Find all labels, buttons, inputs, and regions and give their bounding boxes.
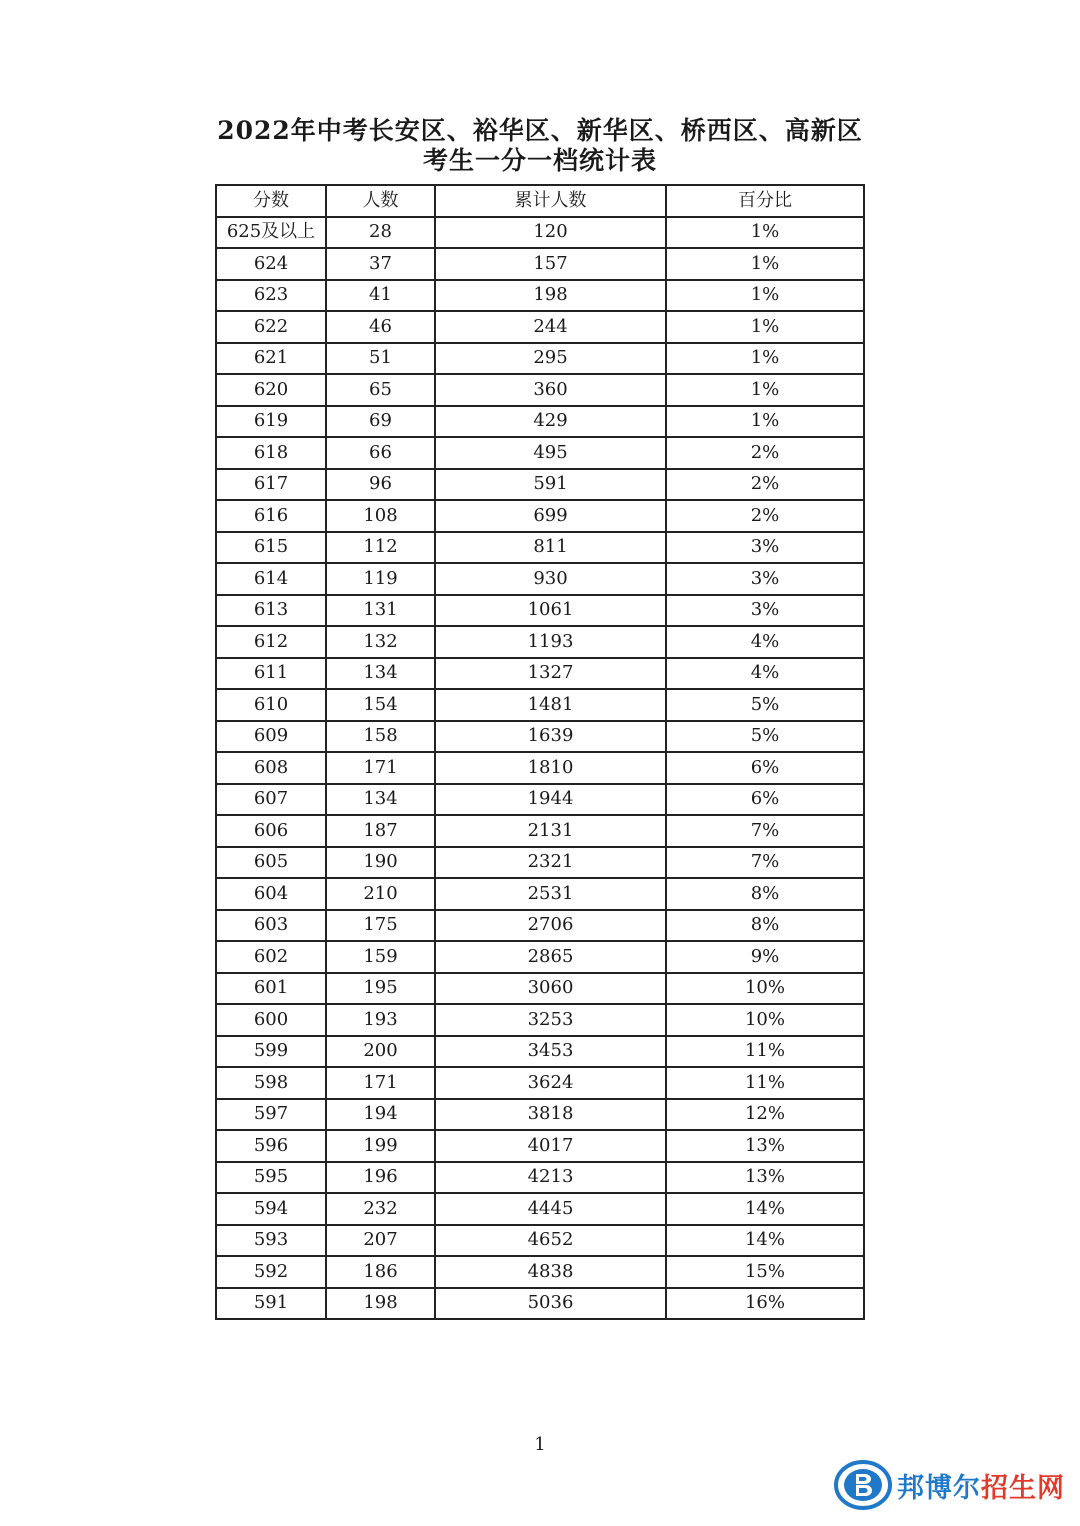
- cell-count: 65: [326, 374, 435, 406]
- cell-percent: 1%: [666, 374, 864, 406]
- cell-score: 593: [216, 1225, 326, 1257]
- table-row: [216, 1256, 864, 1288]
- table-row: [216, 689, 864, 721]
- cell-cumulative: 2706: [435, 910, 666, 942]
- cell-cumulative: 4017: [435, 1130, 666, 1162]
- table-row: [216, 1036, 864, 1068]
- cell-count: 158: [326, 721, 435, 753]
- cell-cumulative: 429: [435, 406, 666, 438]
- cell-count: 196: [326, 1162, 435, 1194]
- cell-score: 595: [216, 1162, 326, 1194]
- watermark: [833, 1458, 1073, 1512]
- cell-percent: 10%: [666, 1004, 864, 1036]
- cell-cumulative: 4652: [435, 1225, 666, 1257]
- cell-percent: 4%: [666, 658, 864, 690]
- cell-percent: 3%: [666, 532, 864, 564]
- cell-cumulative: 2131: [435, 815, 666, 847]
- table-row: [216, 374, 864, 406]
- cell-count: 195: [326, 973, 435, 1005]
- cell-count: 112: [326, 532, 435, 564]
- cell-score: 622: [216, 311, 326, 343]
- cell-percent: 2%: [666, 437, 864, 469]
- cell-cumulative: 120: [435, 217, 666, 249]
- cell-percent: 12%: [666, 1099, 864, 1131]
- watermark-logo-icon: [833, 1458, 893, 1512]
- cell-percent: 1%: [666, 280, 864, 312]
- page-number: 1: [534, 1434, 546, 1455]
- cell-cumulative: 495: [435, 437, 666, 469]
- cell-count: 96: [326, 469, 435, 501]
- cell-percent: 15%: [666, 1256, 864, 1288]
- cell-percent: 3%: [666, 563, 864, 595]
- cell-score: 621: [216, 343, 326, 375]
- cell-percent: 13%: [666, 1130, 864, 1162]
- table-row: [216, 973, 864, 1005]
- cell-cumulative: 4445: [435, 1193, 666, 1225]
- table-row: [216, 1225, 864, 1257]
- table-row: [216, 752, 864, 784]
- cell-count: 154: [326, 689, 435, 721]
- cell-percent: 6%: [666, 784, 864, 816]
- cell-cumulative: 244: [435, 311, 666, 343]
- cell-percent: 6%: [666, 752, 864, 784]
- cell-score: 597: [216, 1099, 326, 1131]
- cell-cumulative: 930: [435, 563, 666, 595]
- cell-score: 624: [216, 248, 326, 280]
- cell-count: 199: [326, 1130, 435, 1162]
- cell-percent: 3%: [666, 595, 864, 627]
- cell-count: 51: [326, 343, 435, 375]
- cell-cumulative: 3818: [435, 1099, 666, 1131]
- table-row: [216, 721, 864, 753]
- cell-count: 66: [326, 437, 435, 469]
- table-row: [216, 784, 864, 816]
- cell-cumulative: 295: [435, 343, 666, 375]
- cell-percent: 8%: [666, 910, 864, 942]
- cell-cumulative: 1810: [435, 752, 666, 784]
- table-row: [216, 815, 864, 847]
- document-title-line-2: 考生一分一档统计表: [422, 146, 657, 175]
- cell-percent: 9%: [666, 941, 864, 973]
- table-row: [216, 595, 864, 627]
- cell-score: 604: [216, 878, 326, 910]
- table-row: [216, 626, 864, 658]
- cell-score: 594: [216, 1193, 326, 1225]
- cell-score: 602: [216, 941, 326, 973]
- cell-score: 614: [216, 563, 326, 595]
- table-header-row: [216, 185, 864, 217]
- table-row: [216, 878, 864, 910]
- cell-cumulative: 3253: [435, 1004, 666, 1036]
- cell-score: 616: [216, 500, 326, 532]
- cell-count: 46: [326, 311, 435, 343]
- cell-score: 608: [216, 752, 326, 784]
- cell-score: 611: [216, 658, 326, 690]
- cell-score: 615: [216, 532, 326, 564]
- table-row: [216, 311, 864, 343]
- cell-score: 603: [216, 910, 326, 942]
- cell-percent: 10%: [666, 973, 864, 1005]
- cell-cumulative: 1639: [435, 721, 666, 753]
- cell-cumulative: 1944: [435, 784, 666, 816]
- cell-cumulative: 1481: [435, 689, 666, 721]
- cell-score: 599: [216, 1036, 326, 1068]
- cell-cumulative: 699: [435, 500, 666, 532]
- cell-cumulative: 1193: [435, 626, 666, 658]
- table-row: [216, 563, 864, 595]
- cell-count: 119: [326, 563, 435, 595]
- cell-score: 607: [216, 784, 326, 816]
- cell-cumulative: 3060: [435, 973, 666, 1005]
- cell-count: 159: [326, 941, 435, 973]
- cell-score: 609: [216, 721, 326, 753]
- cell-score: 605: [216, 847, 326, 879]
- cell-count: 175: [326, 910, 435, 942]
- cell-percent: 11%: [666, 1067, 864, 1099]
- cell-count: 132: [326, 626, 435, 658]
- cell-percent: 5%: [666, 721, 864, 753]
- cell-count: 134: [326, 658, 435, 690]
- table-row: [216, 248, 864, 280]
- cell-cumulative: 2531: [435, 878, 666, 910]
- cell-cumulative: 157: [435, 248, 666, 280]
- cell-score: 598: [216, 1067, 326, 1099]
- cell-score: 625及以上: [216, 217, 326, 249]
- table-row: [216, 500, 864, 532]
- cell-score: 601: [216, 973, 326, 1005]
- cell-cumulative: 4838: [435, 1256, 666, 1288]
- table-row: [216, 1099, 864, 1131]
- table-row: [216, 847, 864, 879]
- cell-count: 28: [326, 217, 435, 249]
- cell-score: 613: [216, 595, 326, 627]
- cell-percent: 7%: [666, 847, 864, 879]
- table-row: [216, 469, 864, 501]
- cell-count: 198: [326, 1288, 435, 1320]
- cell-percent: 16%: [666, 1288, 864, 1320]
- cell-percent: 8%: [666, 878, 864, 910]
- table-row: [216, 1193, 864, 1225]
- cell-count: 200: [326, 1036, 435, 1068]
- header-count: 人数: [326, 185, 435, 217]
- table-row: [216, 658, 864, 690]
- cell-percent: 11%: [666, 1036, 864, 1068]
- cell-count: 207: [326, 1225, 435, 1257]
- table-row: [216, 532, 864, 564]
- cell-score: 596: [216, 1130, 326, 1162]
- score-distribution-table: [215, 184, 865, 1320]
- table-row: [216, 1004, 864, 1036]
- cell-cumulative: 811: [435, 532, 666, 564]
- cell-count: 171: [326, 752, 435, 784]
- cell-count: 108: [326, 500, 435, 532]
- cell-percent: 4%: [666, 626, 864, 658]
- cell-score: 619: [216, 406, 326, 438]
- cell-count: 232: [326, 1193, 435, 1225]
- cell-percent: 1%: [666, 217, 864, 249]
- cell-count: 134: [326, 784, 435, 816]
- cell-score: 591: [216, 1288, 326, 1320]
- cell-count: 194: [326, 1099, 435, 1131]
- cell-percent: 7%: [666, 815, 864, 847]
- cell-cumulative: 198: [435, 280, 666, 312]
- cell-cumulative: 3624: [435, 1067, 666, 1099]
- cell-count: 193: [326, 1004, 435, 1036]
- cell-cumulative: 1061: [435, 595, 666, 627]
- cell-cumulative: 5036: [435, 1288, 666, 1320]
- cell-cumulative: 3453: [435, 1036, 666, 1068]
- cell-cumulative: 1327: [435, 658, 666, 690]
- cell-percent: 1%: [666, 343, 864, 375]
- header-score: 分数: [216, 185, 326, 217]
- cell-percent: 1%: [666, 248, 864, 280]
- cell-cumulative: 360: [435, 374, 666, 406]
- cell-score: 592: [216, 1256, 326, 1288]
- watermark-text: [897, 1466, 1065, 1505]
- cell-score: 600: [216, 1004, 326, 1036]
- table-row: [216, 437, 864, 469]
- document-title-line-1: 2022年中考长安区、裕华区、新华区、桥西区、高新区: [217, 116, 863, 145]
- cell-count: 190: [326, 847, 435, 879]
- cell-percent: 14%: [666, 1225, 864, 1257]
- cell-count: 171: [326, 1067, 435, 1099]
- cell-cumulative: 4213: [435, 1162, 666, 1194]
- cell-percent: 5%: [666, 689, 864, 721]
- cell-count: 37: [326, 248, 435, 280]
- table-row: [216, 343, 864, 375]
- cell-count: 187: [326, 815, 435, 847]
- cell-percent: 2%: [666, 500, 864, 532]
- cell-percent: 1%: [666, 406, 864, 438]
- table-row: [216, 406, 864, 438]
- cell-count: 69: [326, 406, 435, 438]
- cell-percent: 1%: [666, 311, 864, 343]
- watermark-text-part2: 招生网: [981, 1472, 1065, 1504]
- table-body: [216, 217, 864, 1320]
- table-row: [216, 280, 864, 312]
- cell-percent: 2%: [666, 469, 864, 501]
- cell-score: 617: [216, 469, 326, 501]
- cell-cumulative: 2321: [435, 847, 666, 879]
- table-row: [216, 1130, 864, 1162]
- cell-percent: 14%: [666, 1193, 864, 1225]
- cell-score: 610: [216, 689, 326, 721]
- cell-score: 620: [216, 374, 326, 406]
- table-row: [216, 217, 864, 249]
- cell-percent: 13%: [666, 1162, 864, 1194]
- watermark-text-part1: 邦博尔: [897, 1472, 981, 1504]
- cell-count: 186: [326, 1256, 435, 1288]
- cell-cumulative: 2865: [435, 941, 666, 973]
- table-row: [216, 941, 864, 973]
- cell-score: 618: [216, 437, 326, 469]
- cell-count: 131: [326, 595, 435, 627]
- table-row: [216, 1288, 864, 1320]
- cell-score: 623: [216, 280, 326, 312]
- header-percent: 百分比: [666, 185, 864, 217]
- cell-cumulative: 591: [435, 469, 666, 501]
- table-row: [216, 1162, 864, 1194]
- table-row: [216, 910, 864, 942]
- cell-count: 210: [326, 878, 435, 910]
- cell-score: 606: [216, 815, 326, 847]
- cell-score: 612: [216, 626, 326, 658]
- cell-count: 41: [326, 280, 435, 312]
- header-cumulative: 累计人数: [435, 185, 666, 217]
- table-row: [216, 1067, 864, 1099]
